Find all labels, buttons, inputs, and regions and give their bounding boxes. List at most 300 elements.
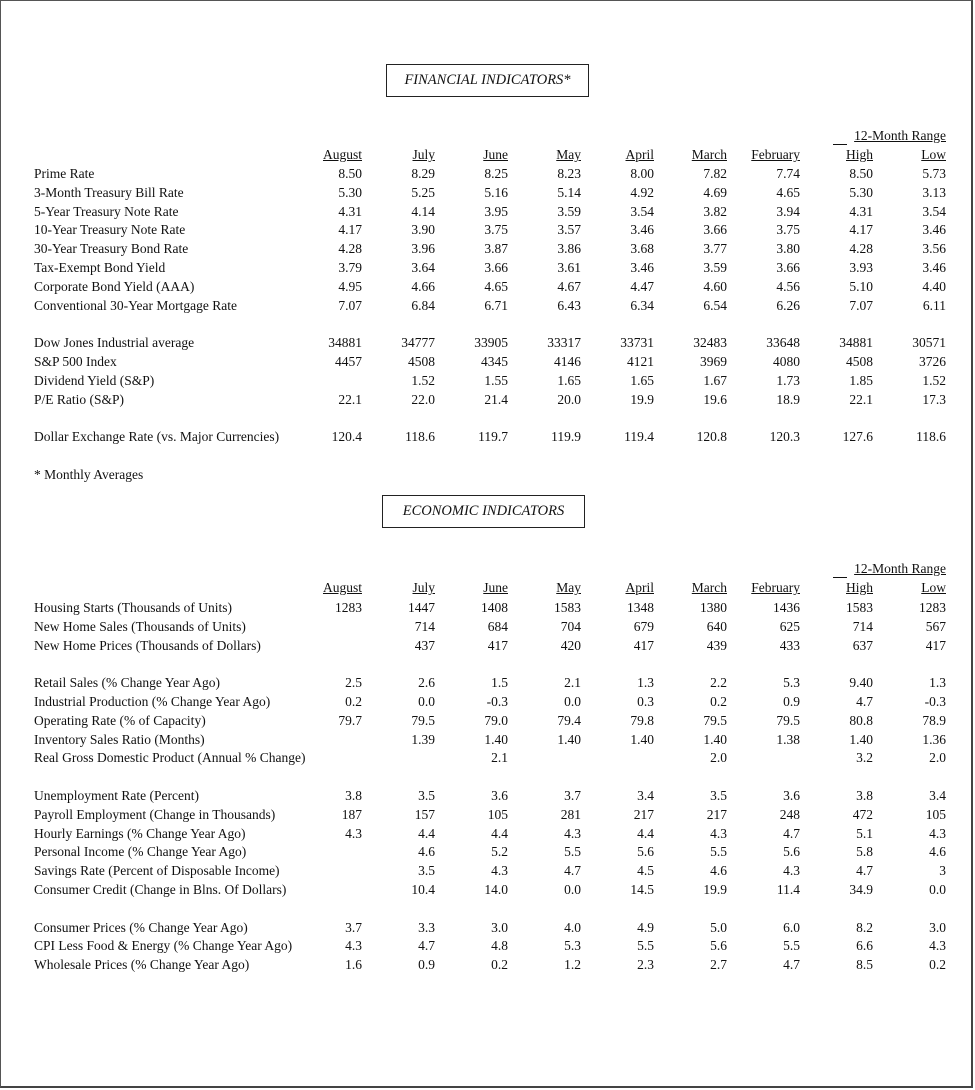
row-label: Payroll Employment (Change in Thousands) [34, 806, 276, 822]
economic-col-header-february: February [751, 580, 800, 595]
value-february: 1.73 [776, 372, 800, 388]
value-april: 217 [633, 806, 654, 822]
value-june: 4.8 [491, 938, 508, 954]
value-low: 3726 [919, 354, 946, 369]
value-low: 78.9 [922, 712, 946, 728]
value-june: 1.40 [484, 731, 508, 747]
value-march: 32483 [693, 335, 727, 351]
value-low: 17.3 [922, 391, 946, 407]
value-july: 4.4 [418, 825, 435, 841]
value-june: 4345 [481, 354, 508, 369]
value-may: 20.0 [557, 391, 581, 407]
value-july: 2.6 [418, 675, 435, 691]
value-june: 21.4 [484, 391, 508, 407]
row-label: CPI Less Food & Energy (% Change Year Ago) [34, 938, 293, 954]
row-label: Wholesale Prices (% Change Year Ago) [34, 957, 250, 973]
value-march: 7.82 [703, 166, 727, 181]
financial-table-row [1, 390, 975, 409]
value-march: 4.69 [703, 184, 727, 200]
value-may: 2.1 [564, 675, 581, 691]
value-february: 3.80 [776, 241, 800, 257]
economic-table-row [1, 842, 975, 861]
value-june: 14.0 [484, 882, 508, 897]
value-may: 420 [560, 637, 581, 653]
financial-table-row [1, 277, 975, 296]
value-july: 3.5 [418, 788, 435, 803]
value-april: 3.4 [637, 788, 654, 803]
value-march: 5.0 [710, 919, 727, 935]
value-june: 3.87 [484, 241, 508, 257]
value-august: 4.28 [338, 241, 362, 257]
value-july: 22.0 [411, 391, 435, 407]
row-label: Personal Income (% Change Year Ago) [34, 844, 247, 860]
row-label: Consumer Credit (Change in Blns. Of Dollars) [34, 882, 287, 897]
value-august: 1.6 [345, 957, 362, 973]
value-july: 79.5 [411, 712, 435, 728]
value-high: 9.40 [849, 675, 873, 691]
value-march: 0.2 [710, 694, 727, 709]
financial-range-rule [833, 144, 847, 145]
value-low: 3.46 [922, 260, 946, 275]
value-july: 3.64 [411, 260, 435, 275]
value-may: 6.43 [557, 297, 581, 313]
value-april: 8.00 [630, 166, 654, 181]
value-march: 1380 [700, 600, 727, 615]
value-high: 8.50 [849, 166, 873, 181]
row-label: Dividend Yield (S&P) [34, 372, 155, 388]
value-june: 79.0 [484, 712, 508, 728]
row-label: New Home Prices (Thousands of Dollars) [34, 637, 261, 653]
value-low: 0.0 [929, 882, 946, 897]
value-high: 80.8 [849, 712, 873, 728]
row-label: Dollar Exchange Rate (vs. Major Currencies) [34, 429, 280, 445]
value-august: 4.95 [338, 278, 362, 294]
row-label: 10-Year Treasury Note Rate [34, 222, 186, 238]
value-may: 3.59 [557, 203, 581, 219]
value-april: 4.9 [637, 919, 654, 935]
value-april: 4.4 [637, 825, 654, 841]
footnote-monthly-averages: * Monthly Averages [34, 467, 144, 482]
value-march: 2.7 [710, 957, 727, 973]
value-june: 4.3 [491, 863, 508, 879]
value-may: 281 [560, 806, 581, 822]
value-low: 4.40 [922, 278, 946, 294]
economic-col-header-high: High [846, 580, 873, 595]
value-high: 7.07 [849, 297, 873, 313]
value-june: 119.7 [478, 429, 508, 445]
value-low: 3 [939, 863, 946, 879]
value-july: 8.29 [411, 166, 435, 181]
value-may: 704 [560, 618, 581, 634]
value-low: 567 [925, 618, 946, 634]
financial-range-label [833, 128, 946, 144]
row-label: Industrial Production (% Change Year Ago) [34, 694, 271, 709]
value-low: 5.73 [922, 166, 946, 181]
value-july: 157 [414, 806, 435, 822]
financial-indicators-title: FINANCIAL INDICATORS* [386, 64, 589, 97]
value-august: 0.2 [345, 694, 362, 709]
value-high: 4.31 [849, 203, 873, 219]
economic-col-header-march: March [691, 580, 727, 595]
value-february: 7.74 [776, 166, 800, 181]
value-february: 4.65 [776, 184, 800, 200]
value-june: 105 [487, 806, 508, 822]
value-may: 0.0 [564, 694, 581, 709]
row-label: Savings Rate (Percent of Disposable Income) [34, 863, 280, 879]
value-march: 6.54 [703, 297, 727, 313]
value-february: 120.3 [769, 429, 800, 445]
value-june: 1408 [481, 600, 508, 615]
value-august: 3.79 [338, 260, 362, 275]
value-february: 4.7 [783, 825, 800, 841]
financial-col-header-february: February [751, 147, 800, 162]
value-high: 714 [852, 618, 873, 634]
value-july: 118.6 [405, 429, 435, 445]
value-high: 5.1 [856, 825, 873, 841]
value-february: 1436 [773, 600, 800, 615]
economic-table-row [1, 711, 975, 730]
value-may: 33317 [547, 335, 581, 351]
value-june: 1.55 [484, 372, 508, 388]
value-march: 19.6 [703, 391, 727, 407]
value-may: 4146 [554, 354, 581, 369]
row-label: Dow Jones Industrial average [34, 335, 195, 351]
value-april: 0.3 [637, 694, 654, 709]
value-april: 1.3 [637, 675, 654, 691]
value-june: 33905 [474, 335, 508, 351]
value-high: 3.8 [856, 788, 873, 803]
value-high: 3.93 [849, 260, 873, 275]
value-july: 10.4 [411, 882, 435, 897]
value-may: 119.9 [551, 429, 581, 445]
financial-col-header-march: March [691, 147, 727, 162]
financial-col-header-may: May [556, 147, 581, 162]
value-low: 417 [925, 637, 946, 653]
value-august: 8.50 [338, 166, 362, 181]
economic-col-header-july: July [412, 580, 435, 595]
financial-table-row [1, 333, 975, 352]
value-july: 4.7 [418, 938, 435, 954]
value-june: 5.2 [491, 844, 508, 860]
value-march: 3.82 [703, 203, 727, 219]
value-july: 34777 [401, 335, 435, 351]
value-april: 3.46 [630, 260, 654, 275]
value-june: 1.5 [491, 675, 508, 691]
value-high: 6.6 [856, 938, 873, 954]
value-june: 0.2 [491, 957, 508, 973]
value-february: 5.5 [783, 938, 800, 954]
value-march: 1.40 [703, 731, 727, 747]
value-high: 4.7 [856, 863, 873, 879]
value-april: 3.68 [630, 241, 654, 257]
value-june: 2.1 [491, 750, 508, 766]
value-february: 18.9 [776, 391, 800, 407]
value-july: 6.84 [411, 297, 435, 313]
row-label: New Home Sales (Thousands of Units) [34, 618, 246, 634]
value-april: 4121 [627, 354, 654, 369]
value-june: 3.6 [491, 788, 508, 803]
value-high: 8.5 [856, 957, 873, 973]
value-august: 34881 [328, 335, 362, 351]
economic-range-rule [833, 577, 847, 578]
financial-table-row [1, 427, 975, 446]
economic-table-row [1, 598, 975, 617]
value-july: 1.52 [411, 372, 435, 388]
row-label: Conventional 30-Year Mortgage Rate [34, 297, 237, 313]
economic-table-row [1, 805, 975, 824]
value-may: 8.23 [557, 166, 581, 181]
value-july: 714 [414, 618, 435, 634]
value-may: 5.14 [557, 184, 581, 200]
financial-table-row [1, 371, 975, 390]
value-february: 1.38 [776, 731, 800, 747]
financial-table-row [1, 183, 975, 202]
economic-indicators-title: ECONOMIC INDICATORS [382, 495, 585, 528]
value-february: 33648 [766, 335, 800, 351]
value-february: 0.9 [783, 694, 800, 709]
value-february: 5.6 [783, 844, 800, 860]
value-april: 1.40 [630, 731, 654, 747]
economic-range-label [833, 561, 946, 577]
value-low: 6.11 [922, 297, 946, 313]
value-july: 4.6 [418, 844, 435, 860]
value-high: 22.1 [849, 391, 873, 407]
value-july: 1447 [408, 600, 435, 615]
value-june: 4.65 [484, 278, 508, 294]
value-june: 417 [487, 637, 508, 653]
value-april: 4.47 [630, 278, 654, 294]
economic-table-row [1, 880, 975, 899]
financial-col-header-low: Low [921, 147, 946, 162]
economic-table-row [1, 730, 975, 749]
economic-table-row [1, 636, 975, 655]
value-march: 3.59 [703, 260, 727, 275]
row-label: Unemployment Rate (Percent) [34, 788, 199, 803]
economic-table-row [1, 786, 975, 805]
value-april: 1.65 [630, 372, 654, 388]
value-high: 1.85 [849, 372, 873, 388]
value-low: 118.6 [916, 429, 946, 445]
value-may: 0.0 [564, 882, 581, 897]
value-august: 1283 [335, 600, 362, 615]
financial-table-row [1, 258, 975, 277]
value-april: 5.5 [637, 938, 654, 954]
financial-table-row [1, 352, 975, 371]
economic-col-header-june: June [483, 580, 508, 595]
value-high: 34881 [839, 335, 873, 351]
value-low: 1.3 [929, 675, 946, 691]
value-july: 3.5 [418, 863, 435, 879]
financial-col-header-july: July [412, 147, 435, 162]
value-low: 1.52 [922, 372, 946, 388]
economic-table-row [1, 955, 975, 974]
value-march: 3969 [700, 354, 727, 369]
economic-table-row [1, 673, 975, 692]
value-march: 19.9 [703, 882, 727, 897]
value-august: 79.7 [338, 712, 362, 728]
economic-col-header-april: April [625, 580, 654, 595]
value-may: 4.0 [564, 919, 581, 935]
value-low: 30571 [912, 335, 946, 351]
value-july: 3.96 [411, 241, 435, 257]
row-label: Prime Rate [34, 166, 95, 181]
value-july: 5.25 [411, 184, 435, 200]
value-february: 6.26 [776, 297, 800, 313]
economic-table-row [1, 936, 975, 955]
value-april: 1348 [627, 600, 654, 615]
value-high: 1.40 [849, 731, 873, 747]
value-high: 4.28 [849, 241, 873, 257]
row-label: Operating Rate (% of Capacity) [34, 712, 206, 728]
value-march: 4.3 [710, 825, 727, 841]
economic-col-header-august: August [322, 580, 362, 595]
value-april: 679 [633, 618, 654, 634]
value-august: 2.5 [345, 675, 362, 691]
value-july: 1.39 [411, 731, 435, 747]
value-high: 637 [852, 637, 873, 653]
value-february: 4080 [773, 354, 800, 369]
value-low: 4.3 [929, 825, 946, 841]
row-label: 30-Year Treasury Bond Rate [34, 241, 189, 257]
value-february: 11.4 [776, 882, 800, 897]
value-august: 4.17 [338, 222, 362, 238]
value-april: 14.5 [630, 882, 654, 897]
value-february: 433 [779, 637, 800, 653]
row-label: Inventory Sales Ratio (Months) [34, 731, 205, 747]
value-february: 5.3 [783, 675, 800, 691]
value-april: 6.34 [630, 297, 654, 313]
value-august: 4.31 [338, 203, 362, 219]
value-august: 187 [341, 806, 362, 822]
value-may: 79.4 [557, 712, 581, 728]
value-april: 4.5 [637, 863, 654, 879]
financial-range-label-text: 12-Month Range [854, 128, 946, 143]
value-february: 4.56 [776, 278, 800, 294]
row-label: Consumer Prices (% Change Year Ago) [34, 919, 248, 935]
value-low: 3.13 [922, 184, 946, 200]
value-march: 5.6 [710, 938, 727, 954]
value-march: 217 [706, 806, 727, 822]
value-february: 3.6 [783, 788, 800, 803]
value-low: 4.6 [929, 844, 946, 860]
value-high: 34.9 [849, 882, 873, 897]
value-february: 79.5 [776, 712, 800, 728]
value-july: 4508 [408, 354, 435, 369]
value-july: 4.66 [411, 278, 435, 294]
value-april: 19.9 [630, 391, 654, 407]
row-label: 3-Month Treasury Bill Rate [34, 184, 184, 200]
value-february: 4.3 [783, 863, 800, 879]
value-march: 2.0 [710, 750, 727, 766]
value-low: 3.0 [929, 919, 946, 935]
value-high: 5.8 [856, 844, 873, 860]
value-may: 1583 [554, 600, 581, 615]
value-june: 3.75 [484, 222, 508, 238]
financial-col-header-june: June [483, 147, 508, 162]
value-may: 3.7 [564, 788, 581, 803]
value-august: 4.3 [345, 938, 362, 954]
value-may: 1.40 [557, 731, 581, 747]
value-august: 120.4 [331, 429, 362, 445]
value-may: 5.3 [564, 938, 581, 954]
value-april: 33731 [620, 335, 654, 351]
value-february: 3.94 [776, 203, 800, 219]
row-label: Housing Starts (Thousands of Units) [34, 600, 232, 615]
financial-col-header-april: April [625, 147, 654, 162]
value-july: 3.3 [418, 919, 435, 935]
row-label: Hourly Earnings (% Change Year Ago) [34, 825, 246, 841]
value-high: 4.7 [856, 694, 873, 709]
value-high: 1583 [846, 600, 873, 615]
value-high: 5.10 [849, 278, 873, 294]
value-june: 4.4 [491, 825, 508, 841]
financial-col-header-august: August [322, 147, 362, 162]
value-february: 6.0 [783, 919, 800, 935]
value-high: 4.17 [849, 222, 873, 238]
value-may: 1.65 [557, 372, 581, 388]
value-march: 4.60 [703, 278, 727, 294]
value-low: 4.3 [929, 938, 946, 954]
value-may: 4.67 [557, 278, 581, 294]
value-low: 105 [925, 806, 946, 822]
value-may: 1.2 [564, 957, 581, 973]
economic-table-row [1, 824, 975, 843]
financial-table-row [1, 220, 975, 239]
value-june: 3.95 [484, 203, 508, 219]
value-june: 6.71 [484, 297, 508, 313]
value-low: 3.54 [922, 203, 946, 219]
row-label: Retail Sales (% Change Year Ago) [34, 675, 220, 691]
value-august: 22.1 [338, 391, 362, 407]
row-label: Real Gross Domestic Product (Annual % Change) [34, 750, 306, 766]
value-june: 3.66 [484, 260, 508, 275]
financial-table-row [1, 239, 975, 258]
value-may: 4.7 [564, 863, 581, 879]
economic-range-label-text: 12-Month Range [854, 561, 946, 576]
row-label: S&P 500 Index [34, 354, 117, 369]
value-february: 625 [779, 618, 800, 634]
value-april: 4.92 [630, 184, 654, 200]
value-may: 4.3 [564, 825, 581, 841]
value-high: 5.30 [849, 184, 873, 200]
value-march: 120.8 [696, 429, 727, 445]
value-june: 3.0 [491, 919, 508, 935]
value-march: 3.66 [703, 222, 727, 238]
value-low: -0.3 [924, 694, 946, 709]
value-august: 4457 [335, 354, 362, 369]
value-july: 0.0 [418, 694, 435, 709]
financial-table-row [1, 296, 975, 315]
value-high: 8.2 [856, 919, 873, 935]
value-april: 119.4 [624, 429, 654, 445]
value-august: 5.30 [338, 184, 362, 200]
value-april: 417 [633, 637, 654, 653]
value-july: 437 [414, 637, 435, 653]
value-low: 1.36 [922, 731, 946, 747]
value-high: 3.2 [856, 750, 873, 766]
financial-col-header-high: High [846, 147, 873, 162]
value-may: 3.61 [557, 260, 581, 275]
value-august: 4.3 [345, 825, 362, 841]
financial-table-row [1, 164, 975, 183]
value-june: 5.16 [484, 184, 508, 200]
value-april: 3.46 [630, 222, 654, 238]
economic-table-row [1, 617, 975, 636]
value-february: 248 [779, 806, 800, 822]
value-june: 684 [487, 618, 508, 634]
value-low: 3.4 [929, 788, 946, 803]
value-low: 1283 [919, 600, 946, 615]
